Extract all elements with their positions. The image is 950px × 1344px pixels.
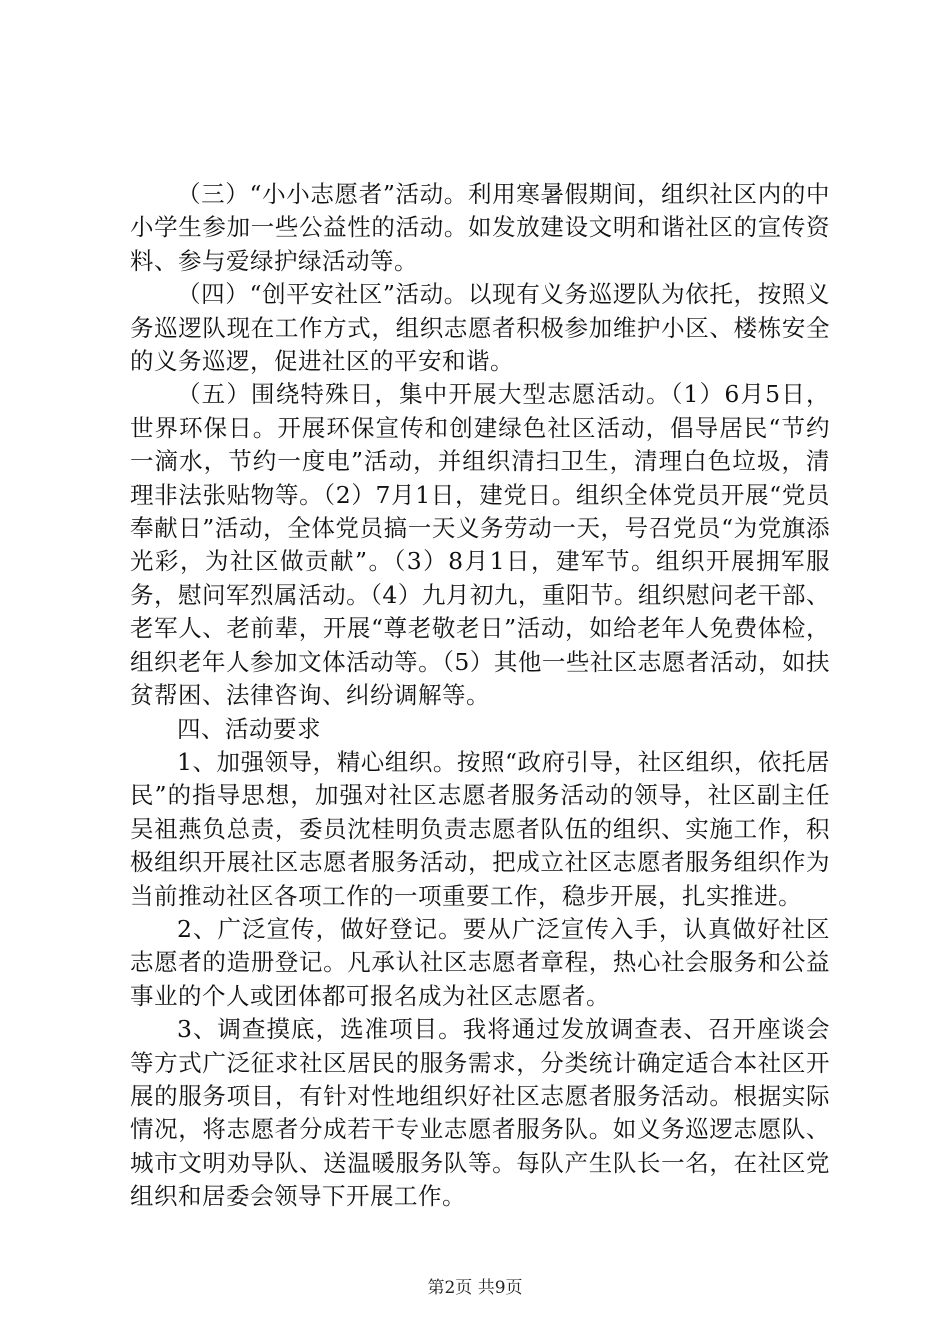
paragraph-survey: 3、调查摸底，选准项目。我将通过发放调查表、召开座谈会等方式广泛征求社区居民的服务需求，分类统计确定适合本社区开展的服务项目，有针对性地组织好社区志愿者服务活动。根据实际情况，将志愿者分成若干专业志愿者服务队。如义务巡逻志愿队、城市文明劝导队、送温暖服务队等。每队产生队长一名，在社区党组织和居委会领导下开展工作。 [130,1015,830,1211]
paragraph-volunteer-kids: （三）“小小志愿者”活动。利用寒暑假期间，组织社区内的中小学生参加一些公益性的活动。如发放建设文明和谐社区的宣传资料、参与爱绿护绿活动等。 [130,180,830,275]
document-body [130,178,830,1214]
paragraph-publicity: 2、广泛宣传，做好登记。要从广泛宣传入手，认真做好社区志愿者的造册登记。凡承认社区志愿者章程，热心社会服务和公益事业的个人或团体都可报名成为社区志愿者。 [130,914,830,1010]
section-heading-requirements: 四、活动要求 [177,714,321,743]
paragraph-safe-community: （四）“创平安社区”活动。以现有义务巡逻队为依托，按照义务巡逻队现在工作方式，组织志愿者积极参加维护小区、楼栋安全的义务巡逻，促进社区的平安和谐。 [130,280,830,376]
page-footer [0,1277,950,1299]
paragraph-special-days: （五）围绕特殊日，集中开展大型志愿活动。（1）6月5日，世界环保日。开展环保宣传和创建绿色社区活动，倡导居民“节约一滴水，节约一度电”活动，并组织清扫卫生，清理白色垃圾，清理非法张贴物等。（2）7月1日，建党日。组织全体党员开展“党员奉献日”活动，全体党员搞一天义务劳动一天，号召党员“为党旗添光彩，为社区做贡献”。（3）8月1日，建军节。组织开展拥军服务，慰问军烈属活动。（4）九月初九，重阳节。组织慰问老干部、老军人、老前辈，开展“尊老敬老日”活动，如给老年人免费体检，组织老年人参加文体活动等。（5）其他一些社区志愿者活动，如扶贫帮困、法律咨询、纠纷调解等。 [130,380,830,710]
paragraph-leadership: 1、加强领导，精心组织。按照“政府引导，社区组织，依托居民”的指导思想，加强对社区志愿者服务活动的领导，社区副主任吴祖燕负总责，委员沈桂明负责志愿者队伍的组织、实施工作，积极组织开展社区志愿者服务活动，把成立社区志愿者服务组织作为当前推动社区各项工作的一项重要工作，稳步开展，扎实推进。 [130,747,830,910]
page-number: 第2页 共9页 [427,1278,523,1298]
